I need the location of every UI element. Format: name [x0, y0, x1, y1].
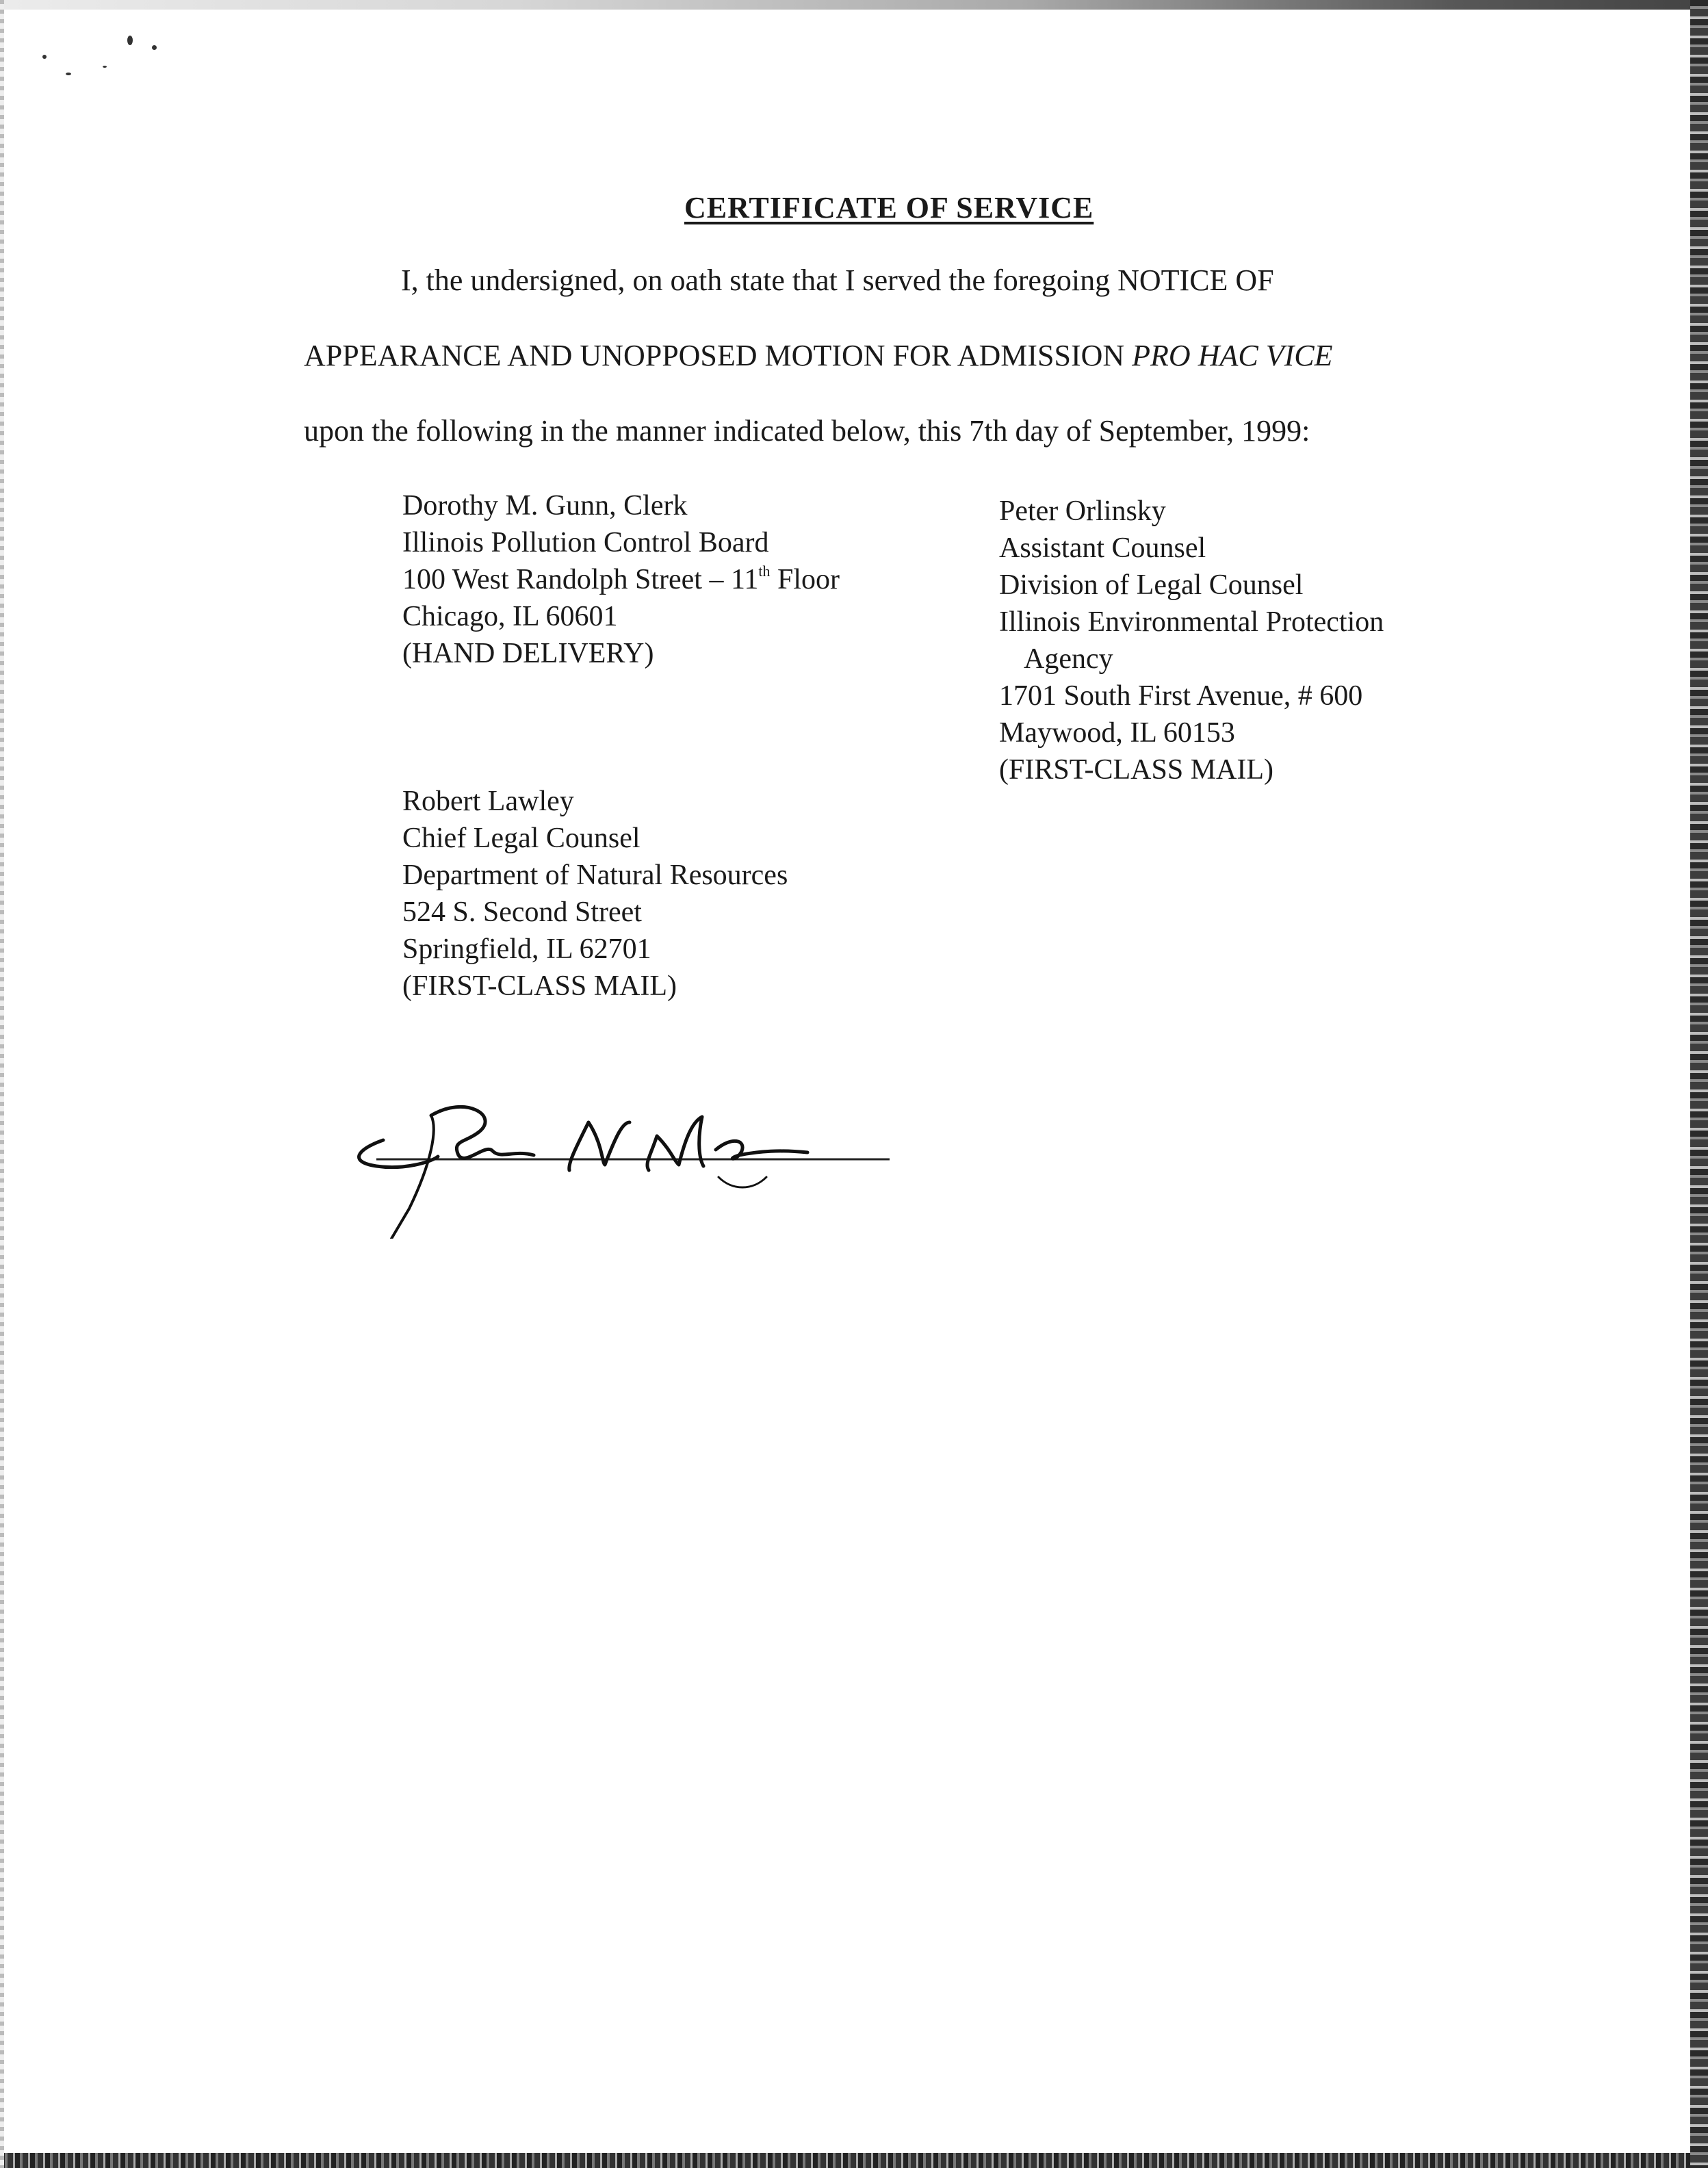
signature-drawing [328, 1074, 903, 1239]
document-title: CERTIFICATE OF SERVICE [684, 191, 1094, 224]
document-title-wrap [684, 190, 1122, 225]
address-line: Assistant Counsel [999, 532, 1206, 564]
address-line: Illinois Environmental Protection [999, 606, 1384, 638]
scan-edge-top [0, 0, 1708, 10]
scan-speck [152, 45, 157, 50]
address-line: Department of Natural Resources [402, 860, 788, 891]
scan-edge-left [0, 0, 4, 2168]
signature-stroke [391, 1115, 434, 1239]
body-line-2 [304, 338, 1332, 373]
scan-speck [66, 73, 71, 75]
signature-stroke [431, 1107, 534, 1158]
address-line: Springfield, IL 62701 [402, 933, 651, 965]
signature [328, 1074, 903, 1239]
address-line: Dorothy M. Gunn, Clerk [402, 490, 688, 521]
signature-stroke [719, 1177, 766, 1187]
address-line: Chicago, IL 60601 [402, 601, 618, 632]
address-line: Chief Legal Counsel [402, 823, 640, 854]
recipient-block-lawley [402, 783, 788, 1005]
scan-edge-right [1690, 0, 1708, 2168]
address-line: Maywood, IL 60153 [999, 717, 1235, 749]
recipient-block-gunn [402, 487, 840, 672]
scan-speck [103, 66, 107, 68]
body-line-2-italic: PRO HAC VICE [1132, 339, 1333, 372]
address-line: 1701 South First Avenue, # 600 [999, 680, 1363, 712]
signature-stroke [716, 1141, 807, 1159]
address-line: Illinois Pollution Control Board [402, 527, 769, 558]
recipient-block-orlinsky [999, 493, 1384, 788]
address-line: Peter Orlinsky [999, 495, 1166, 527]
body-line-1 [401, 263, 1274, 298]
address-line: (FIRST-CLASS MAIL) [402, 970, 677, 1002]
address-line: Agency [1024, 643, 1113, 675]
scan-speck [127, 36, 133, 45]
signature-stroke [569, 1122, 630, 1170]
address-line: (HAND DELIVERY) [402, 638, 654, 669]
scan-edge-bottom [0, 2153, 1708, 2168]
signature-stroke [647, 1117, 703, 1170]
address-line: (FIRST-CLASS MAIL) [999, 754, 1274, 786]
street-text: 100 West Randolph Street – 11 [402, 564, 759, 595]
body-line-3-text: upon the following in the manner indicated below, this 7th day of September, 1999: [304, 414, 1310, 448]
address-line: 524 S. Second Street [402, 896, 642, 928]
address-line-street [402, 561, 840, 598]
floor-superscript: th [758, 563, 771, 580]
body-line-2-text: APPEARANCE AND UNOPPOSED MOTION FOR ADMISSION [304, 339, 1125, 372]
address-line: Division of Legal Counsel [999, 569, 1304, 601]
body-line-3 [304, 413, 1310, 448]
address-line: Robert Lawley [402, 786, 574, 817]
body-line-1-text: I, the undersigned, on oath state that I served the foregoing NOTICE OF [401, 263, 1274, 297]
scan-speck [42, 55, 47, 59]
floor-text: Floor [770, 564, 840, 595]
